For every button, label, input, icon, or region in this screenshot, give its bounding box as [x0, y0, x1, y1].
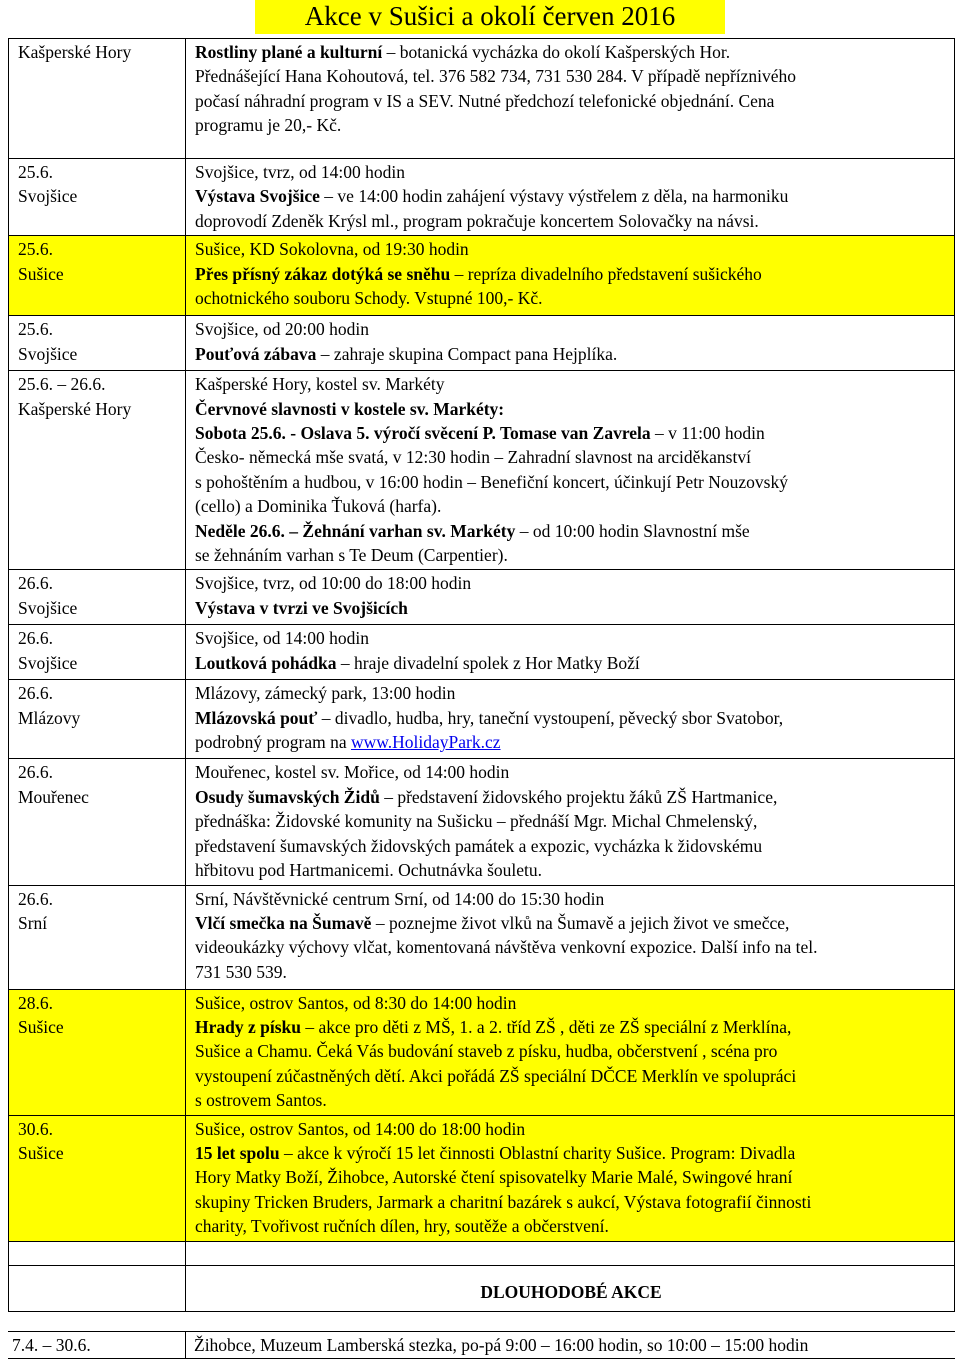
- events-table: [8, 38, 955, 1312]
- event-text: – divadlo, hudba, hry, taneční vystoupení, pěvecký sbor Svatobor,: [317, 707, 784, 728]
- event-text: – zahraje skupina Compact pana Hejplíka.: [316, 343, 618, 364]
- event-line: [195, 626, 947, 650]
- event-date-cell: [9, 159, 186, 236]
- long-term-date: 7.4. – 30.6.: [12, 1335, 91, 1355]
- event-description-cell: [186, 759, 955, 885]
- event-text: počasí náhradní program v IS a SEV. Nutné předchozí telefonické objednání. Cena: [195, 90, 775, 111]
- event-line: [195, 286, 947, 310]
- event-line: [195, 1015, 947, 1039]
- event-line: [195, 834, 947, 858]
- empty-cell: [9, 1241, 186, 1265]
- event-line: [195, 1039, 947, 1063]
- event-line: [195, 1064, 947, 1088]
- event-text: s pohoštěním a hudbou, v 16:00 hodin – Benefiční koncert, účinkují Petr Nouzovský: [195, 471, 788, 492]
- event-text: Mouřenec, kostel sv. Mořice, od 14:00 hodin: [195, 762, 510, 783]
- event-text: Kašperské Hory, kostel sv. Markéty: [195, 374, 445, 395]
- event-line: [195, 858, 947, 882]
- event-row: [9, 371, 955, 570]
- event-line: [195, 651, 947, 675]
- event-link[interactable]: www.HolidayPark.cz: [351, 732, 501, 753]
- event-date-cell: [9, 39, 186, 159]
- event-text: Sušice, ostrov Santos, od 8:30 do 14:00 hodin: [195, 992, 517, 1013]
- event-description-cell: [186, 570, 955, 625]
- event-date-cell: [9, 236, 186, 316]
- empty-cell: [186, 1241, 955, 1265]
- event-text: představení šumavských židovských památek a expozic, vycházka k židovskému: [195, 835, 763, 856]
- event-row: [9, 759, 955, 885]
- event-text: přednáška: Židovské komunity na Sušicku – přednáší Mgr. Michal Chmelenský,: [195, 811, 758, 832]
- event-description-cell: [186, 1115, 955, 1241]
- event-description-cell: [186, 885, 955, 989]
- event-place: Svojšice: [18, 343, 78, 364]
- event-text: Sušice, KD Sokolovna, od 19:30 hodin: [195, 239, 469, 260]
- event-text: Sušice a Chamu. Čeká Vás budování staveb z písku, hudba, občerstvení , scéna pro: [195, 1041, 778, 1062]
- event-line: [195, 160, 947, 184]
- event-description-cell: [186, 680, 955, 759]
- event-line: [195, 64, 947, 88]
- long-term-text: Žihobce, Muzeum Lamberská stezka, po-pá 9:00 – 16:00 hodin, so 10:00 – 15:00 hodin: [194, 1335, 809, 1355]
- event-date: 25.6. – 26.6.: [18, 374, 106, 395]
- event-row: [9, 1115, 955, 1241]
- event-text: charity, Tvořivost ručních dílen, hry, soutěže a občerstvení.: [195, 1216, 609, 1237]
- event-description-cell: [186, 236, 955, 316]
- event-date: 26.6.: [18, 762, 53, 783]
- event-row: [9, 236, 955, 316]
- event-date: 28.6.: [18, 992, 53, 1013]
- event-title: Červnové slavnosti v kostele sv. Markéty:: [195, 398, 505, 419]
- event-text: podrobný program na: [195, 732, 352, 753]
- event-line: [195, 494, 947, 518]
- event-line: [195, 935, 947, 959]
- event-line: [195, 1117, 947, 1141]
- event-row: [9, 989, 955, 1115]
- event-title: Hrady z písku: [195, 1016, 301, 1037]
- long-term-row: [8, 1331, 955, 1359]
- event-title: Výstava v tvrzi ve Svojšicích: [195, 597, 408, 618]
- event-text: – botanická vycházka do okolí Kašperských Hor.: [382, 42, 731, 62]
- event-title: Sobota 25.6. - Oslava 5. výročí svěcení P. Tomase van Zavrela: [195, 423, 651, 444]
- event-row: [9, 159, 955, 236]
- event-text: Mlázovy, zámecký park, 13:00 hodin: [195, 683, 456, 704]
- event-date-cell: [9, 1115, 186, 1241]
- event-title: Mlázovská pouť: [195, 707, 318, 728]
- event-text: Svojšice, tvrz, od 10:00 do 18:00 hodin: [195, 573, 472, 594]
- spacer-row: [9, 1241, 955, 1265]
- event-date: 26.6.: [18, 683, 53, 704]
- event-text: – představení židovského projektu žáků ZŠ Hartmanice,: [379, 786, 778, 807]
- event-text: – poznejme život vlků na Šumavě a jejich život ve smečce,: [371, 912, 790, 933]
- event-description-cell: [186, 159, 955, 236]
- event-text: – repríza divadelního představení sušického: [450, 263, 762, 284]
- column-divider: [185, 1332, 186, 1358]
- event-line: [195, 730, 947, 754]
- event-row: [9, 570, 955, 625]
- event-line: [195, 1141, 947, 1165]
- event-date-cell: [9, 989, 186, 1115]
- event-place: Svojšice: [18, 652, 78, 673]
- event-text: Hory Matky Boží, Žihobce, Autorské čtení spisovatelky Marie Malé, Swingové hraní: [195, 1167, 793, 1188]
- event-line: [195, 991, 947, 1015]
- event-line: [195, 681, 947, 705]
- event-line: [195, 1190, 947, 1214]
- empty-cell: [9, 1265, 186, 1311]
- event-title: Rostliny plané a kulturní: [195, 42, 383, 62]
- event-text: – od 10:00 hodin Slavnostní mše: [515, 520, 750, 541]
- event-date: 26.6.: [18, 628, 53, 649]
- event-line: [195, 596, 947, 620]
- event-text: hřbitovu pod Hartmanicemi. Ochutnávka šouletu.: [195, 860, 543, 881]
- long-term-heading-row: [9, 1265, 955, 1311]
- event-line: [195, 445, 947, 469]
- event-date-cell: [9, 625, 186, 680]
- event-title: Přes přísný zákaz dotýká se sněhu: [195, 263, 451, 284]
- event-place: Kašperské Hory: [18, 398, 132, 419]
- event-place: Mlázovy: [18, 707, 81, 728]
- event-title: Výstava Svojšice: [195, 186, 320, 207]
- event-line: [195, 1088, 947, 1112]
- event-text: vystoupení zúčastněných dětí. Akci pořádá ZŠ speciální DČCE Merklín ve spolupráci: [195, 1065, 797, 1086]
- event-line: [195, 809, 947, 833]
- event-text: s ostrovem Santos.: [195, 1090, 327, 1111]
- event-title: Loutková pohádka: [195, 652, 337, 673]
- event-text: – ve 14:00 hodin zahájení výstavy výstřelem z děla, na harmoniku: [319, 186, 789, 207]
- event-text: Svojšice, od 20:00 hodin: [195, 319, 370, 340]
- event-description-cell: [186, 625, 955, 680]
- event-text: Přednášející Hana Kohoutová, tel. 376 582 734, 731 530 284. V případě nepříznivého: [195, 66, 797, 87]
- event-row: [9, 625, 955, 680]
- event-line: [195, 89, 947, 113]
- event-title: Osudy šumavských Židů: [195, 786, 380, 807]
- long-term-heading-cell: [186, 1265, 955, 1311]
- event-place: Sušice: [18, 1016, 64, 1037]
- event-line: [195, 113, 947, 137]
- event-line: [195, 421, 947, 445]
- event-date-cell: [9, 570, 186, 625]
- event-line: [195, 706, 947, 730]
- event-line: [195, 1165, 947, 1189]
- event-line: [195, 470, 947, 494]
- event-description-cell: [186, 316, 955, 371]
- event-date: 26.6.: [18, 573, 53, 594]
- event-title: Vlčí smečka na Šumavě: [195, 912, 372, 933]
- event-text: Svojšice, od 14:00 hodin: [195, 628, 370, 649]
- event-date-cell: [9, 885, 186, 989]
- event-text: doprovodí Zdeněk Krýsl ml., program pokračuje koncertem Solovačky na návsi.: [195, 210, 759, 231]
- event-row: [9, 680, 955, 759]
- event-date-cell: [9, 680, 186, 759]
- event-row: [9, 316, 955, 371]
- event-line: [195, 785, 947, 809]
- event-text: Česko- německá mše svatá, v 12:30 hodin – Zahradní slavnost na arciděkanství: [195, 447, 751, 468]
- event-text: (cello) a Dominika Ťuková (harfa).: [195, 496, 442, 517]
- event-text: Sušice, ostrov Santos, od 14:00 do 18:00 hodin: [195, 1118, 526, 1139]
- event-line: [195, 543, 947, 567]
- event-title: Pouťová zábava: [195, 343, 317, 364]
- event-description-cell: [186, 39, 955, 159]
- event-date: 25.6.: [18, 162, 53, 182]
- event-row: [9, 39, 955, 159]
- event-place: Mouřenec: [18, 786, 89, 807]
- event-text: skupiny Tricken Bruders, Jarmark a charitní bazárek s aukcí, Výstava fotografií činnosti: [195, 1191, 812, 1212]
- event-text: programu je 20,- Kč.: [195, 115, 342, 136]
- event-text: – akce pro děti z MŠ, 1. a 2. tříd ZŠ , děti ze ZŠ speciální z Merklína,: [301, 1016, 792, 1037]
- event-line: [195, 1214, 947, 1238]
- event-line: [195, 887, 947, 911]
- event-line: [195, 519, 947, 543]
- long-term-heading: DLOUHODOBÉ AKCE: [480, 1281, 662, 1302]
- event-text: Svojšice, tvrz, od 14:00 hodin: [195, 162, 405, 182]
- event-text: videoukázky výchovy vlčat, komentovaná návštěva venkovní expozice. Další info na tel.: [195, 937, 818, 958]
- event-line: [195, 237, 947, 261]
- event-line: [195, 342, 947, 366]
- event-text: Srní, Návštěvnické centrum Srní, od 14:00 do 15:30 hodin: [195, 888, 605, 909]
- event-line: [195, 184, 947, 208]
- event-text: se žehnáním varhan s Te Deum (Carpentier).: [195, 545, 508, 566]
- event-line: [195, 317, 947, 341]
- event-date: Kašperské Hory: [18, 42, 132, 62]
- event-line: [195, 397, 947, 421]
- event-text: – akce k výročí 15 let činnosti Oblastní charity Sušice. Program: Divadla: [279, 1142, 796, 1163]
- event-line: [195, 209, 947, 233]
- event-line: [195, 40, 947, 64]
- event-line: [195, 911, 947, 935]
- event-text: ochotnického souboru Schody. Vstupné 100,- Kč.: [195, 288, 543, 309]
- event-date: 25.6.: [18, 319, 53, 340]
- page-title: Akce v Sušici a okolí červen 2016: [255, 0, 725, 34]
- event-date: 25.6.: [18, 239, 53, 260]
- event-title: Neděle 26.6. – Žehnání varhan sv. Markéty: [195, 520, 516, 541]
- event-line: [195, 571, 947, 595]
- event-line: [195, 262, 947, 286]
- event-line: [195, 960, 947, 984]
- event-description-cell: [186, 989, 955, 1115]
- event-text: 731 530 539.: [195, 961, 287, 982]
- event-place: Svojšice: [18, 186, 78, 207]
- event-place: Sušice: [18, 1142, 64, 1163]
- event-line: [195, 760, 947, 784]
- event-date-cell: [9, 316, 186, 371]
- event-date-cell: [9, 759, 186, 885]
- event-row: [9, 885, 955, 989]
- event-line: [195, 372, 947, 396]
- event-date: 30.6.: [18, 1118, 53, 1139]
- event-text: – hraje divadelní spolek z Hor Matky Boží: [336, 652, 640, 673]
- event-date-cell: [9, 371, 186, 570]
- event-date: 26.6.: [18, 888, 53, 909]
- event-title: 15 let spolu: [195, 1142, 280, 1163]
- event-place: Svojšice: [18, 597, 78, 618]
- event-place: Srní: [18, 912, 48, 933]
- event-place: Sušice: [18, 263, 64, 284]
- event-text: – v 11:00 hodin: [650, 423, 765, 444]
- event-description-cell: [186, 371, 955, 570]
